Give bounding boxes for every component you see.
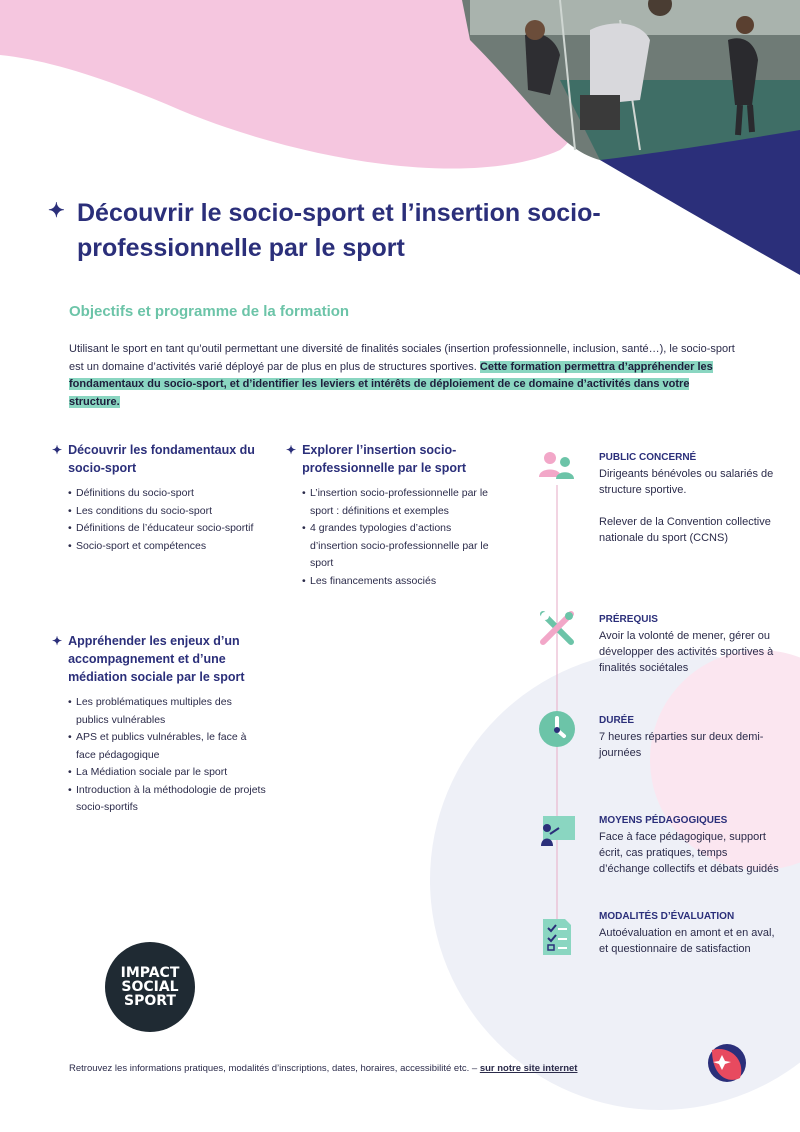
impact-social-sport-logo xyxy=(105,942,195,1032)
info-title: PUBLIC CONCERNÉ xyxy=(599,452,697,463)
star-icon: ✦ xyxy=(286,443,297,457)
clock-icon xyxy=(537,709,577,749)
module-mediation xyxy=(52,632,267,817)
info-title: MOYENS PÉDAGOGIQUES xyxy=(599,815,728,826)
teacher-board-icon xyxy=(537,812,577,852)
footer-text: Retrouvez les informations pratiques, modalités d’inscriptions, dates, horaires, accessibilité etc. – xyxy=(69,1063,478,1074)
star-icon: ✦ xyxy=(52,634,63,648)
list-item: • Socio-sport et compétences xyxy=(68,538,262,556)
list-item: • Introduction à la méthodologie de projets socio-sportifs xyxy=(68,782,267,817)
title-star-icon: ✦ xyxy=(48,200,65,222)
footer xyxy=(69,1063,577,1074)
checklist-icon xyxy=(537,917,577,957)
logo-line2: SOCIAL xyxy=(121,979,179,995)
module-list xyxy=(286,485,498,590)
tools-icon xyxy=(537,608,577,648)
list-item: • Définitions du socio-sport xyxy=(68,485,262,503)
logo-line3: SPORT xyxy=(124,993,176,1009)
info-duree xyxy=(599,715,779,761)
module-list xyxy=(52,694,267,817)
info-text: Dirigeants bénévoles ou salariés de structure sportive. xyxy=(599,468,774,496)
page-title: Découvrir le socio-sport et l’insertion socio-professionnelle par le sport xyxy=(77,199,601,262)
info-text: Avoir la volonté de mener, gérer ou développer des activités sportives à finalités sociétales xyxy=(599,630,774,674)
info-text: 7 heures réparties sur deux demi-journées xyxy=(599,731,764,759)
list-item: • Les problématiques multiples des publics vulnérables xyxy=(68,694,267,729)
module-title: Explorer l’insertion socio-professionnelle par le sport xyxy=(302,443,466,475)
list-item: • Les conditions du socio-sport xyxy=(68,503,262,521)
intro-text: Utilisant le sport en tant qu’outil permettant une diversité de finalités sociales (insertion professionnelle, inclusion, santé…), le socio-sport est un domaine d’activités varié déployé par de plus en plus de structures sportives. xyxy=(69,343,735,373)
info-title: PRÉREQUIS xyxy=(599,614,658,625)
intro-highlight: Cette formation permettra d’appréhender les fondamentaux du socio-sport, et d’identifier les leviers et intérêts de déploiement de ce domaine d’activités dans votre structure. xyxy=(69,360,713,408)
module-fundamentals xyxy=(52,441,262,555)
info-evaluation xyxy=(599,911,779,957)
intro-paragraph xyxy=(69,341,739,411)
logo-line1: IMPACT xyxy=(120,965,180,981)
list-item: • APS et publics vulnérables, le face à face pédagogique xyxy=(68,729,267,764)
module-title: Appréhender les enjeux d’un accompagnement et d’une médiation sociale par le sport xyxy=(68,634,245,684)
list-item: • L’insertion socio-professionnelle par le sport : définitions et exemples xyxy=(302,485,498,520)
list-item: • Définitions de l’éducateur socio-sportif xyxy=(68,520,262,538)
list-item: • 4 grandes typologies d’actions d’insertion socio-professionnelle par le sport xyxy=(302,520,498,573)
info-title: MODALITÉS D’ÉVALUATION xyxy=(599,911,735,922)
module-insertion xyxy=(286,441,498,590)
info-text: Autoévaluation en amont et en aval, et questionnaire de satisfaction xyxy=(599,927,775,955)
info-moyens xyxy=(599,815,779,877)
module-list xyxy=(52,485,262,555)
info-text: Face à face pédagogique, support écrit, cas pratiques, temps d’échange collectifs et débats guidés xyxy=(599,831,779,875)
star-icon: ✦ xyxy=(52,443,63,457)
info-prerequis xyxy=(599,614,779,676)
info-text-secondary: Relever de la Convention collective nationale du sport (CCNS) xyxy=(599,516,771,544)
info-public xyxy=(599,452,779,546)
module-title: Découvrir les fondamentaux du socio-sport xyxy=(68,443,255,475)
website-link[interactable]: sur notre site internet xyxy=(479,1063,578,1074)
section-subtitle: Objectifs et programme de la formation xyxy=(69,303,350,320)
info-title: DURÉE xyxy=(599,715,635,726)
people-icon xyxy=(537,447,577,487)
list-item: • La Médiation sociale par le sport xyxy=(68,764,267,782)
list-item: • Les financements associés xyxy=(302,573,498,591)
brand-logo-mark xyxy=(708,1044,746,1082)
